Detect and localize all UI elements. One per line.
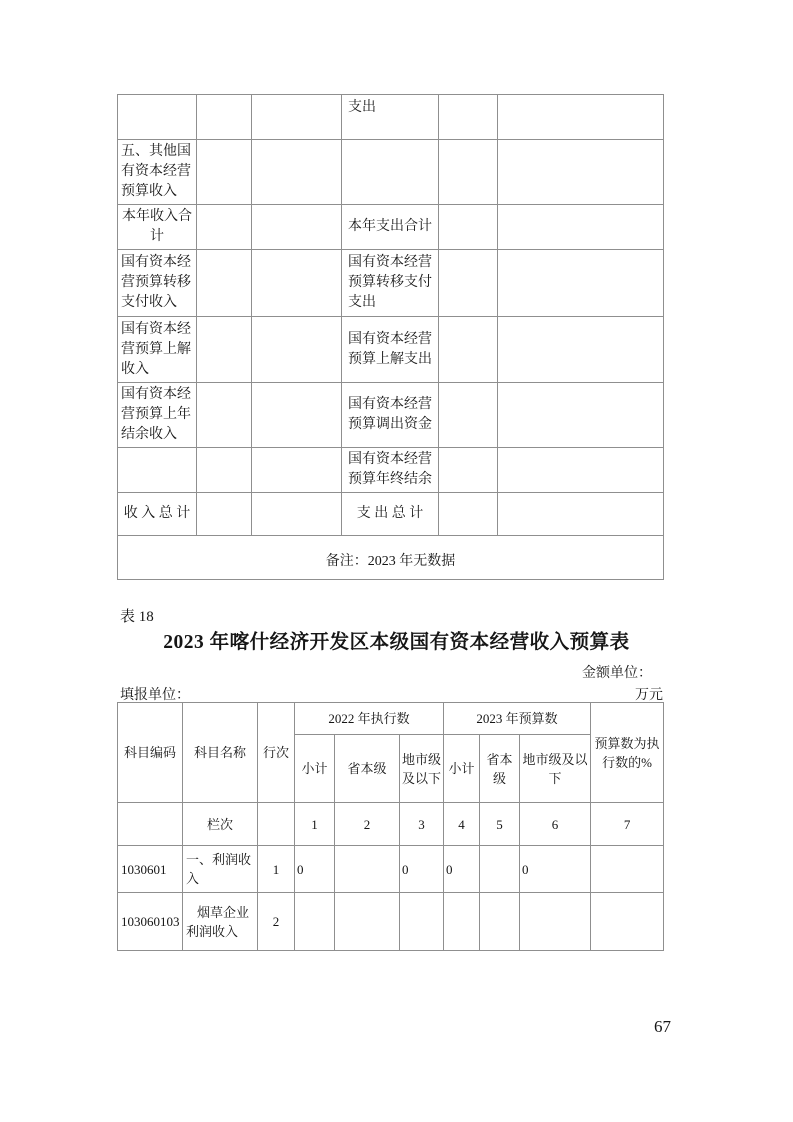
header-subtotal-2023: 小计: [444, 735, 480, 803]
income-item-cell: 国有资本经营预算上年结余收入: [118, 383, 197, 448]
column-index: 6: [520, 803, 591, 846]
header-budget-pct: 预算数为执行数的%: [591, 703, 664, 803]
subject-code-cell: 1030601: [118, 846, 183, 893]
expense-item-cell: 国有资本经营预算转移支付支出: [342, 250, 439, 317]
header-province-2023: 省本级: [480, 735, 520, 803]
income-item-cell: 本年收入合计: [118, 205, 197, 250]
income-item-cell: 国有资本经营预算上解收入: [118, 317, 197, 383]
empty-cell: [252, 250, 342, 317]
income-item-cell: [118, 95, 197, 140]
expense-item-cell: 支出: [342, 95, 439, 140]
empty-cell: [498, 205, 664, 250]
empty-cell: [252, 95, 342, 140]
column-index: 3: [400, 803, 444, 846]
column-index: 7: [591, 803, 664, 846]
income-budget-detail-table: [117, 702, 664, 951]
income-item-cell: [118, 448, 197, 493]
value-2022-city: 0: [400, 846, 444, 893]
empty-cell: [439, 317, 498, 383]
empty-cell: [498, 317, 664, 383]
table-row: [118, 893, 664, 951]
table-note-row: [118, 536, 664, 580]
table-row: [118, 383, 664, 448]
value-2022-subtotal: [295, 893, 335, 951]
empty-cell: [439, 448, 498, 493]
empty-cell: [498, 383, 664, 448]
value-2023-city: 0: [520, 846, 591, 893]
income-item-cell: 五、其他国有资本经营预算收入: [118, 140, 197, 205]
table-row: [118, 846, 664, 893]
header-city-2022: 地市级及以下: [400, 735, 444, 803]
value-2023-subtotal: 0: [444, 846, 480, 893]
empty-cell: [197, 95, 252, 140]
expense-total-cell: 支 出 总 计: [342, 493, 439, 536]
empty-cell: [197, 383, 252, 448]
reporting-unit-label: 填报单位：: [120, 688, 190, 703]
expense-item-cell: [342, 140, 439, 205]
empty-cell: [252, 205, 342, 250]
empty-cell: [439, 205, 498, 250]
column-index-label: 栏次: [183, 803, 258, 846]
value-2023-province: [480, 893, 520, 951]
empty-cell: [197, 448, 252, 493]
table-row: [118, 140, 664, 205]
empty-cell: [197, 317, 252, 383]
value-budget-pct: [591, 846, 664, 893]
table-note: 备注：2023 年无数据: [118, 536, 664, 580]
expense-item-cell: 国有资本经营预算上解支出: [342, 317, 439, 383]
empty-cell: [439, 95, 498, 140]
column-index: 5: [480, 803, 520, 846]
value-budget-pct: [591, 893, 664, 951]
header-subject-name: 科目名称: [183, 703, 258, 803]
empty-cell: [252, 493, 342, 536]
empty-cell: [252, 448, 342, 493]
empty-cell: [252, 317, 342, 383]
empty-cell: [252, 140, 342, 205]
subject-name-cell: 一、利润收入: [183, 846, 258, 893]
value-2023-province: [480, 846, 520, 893]
subject-code-cell: 103060103: [118, 893, 183, 951]
empty-cell: [498, 250, 664, 317]
empty-cell: [498, 448, 664, 493]
column-index-row: [118, 803, 664, 846]
line-no-cell: 1: [258, 846, 295, 893]
page-number: 67: [654, 1017, 671, 1036]
header-city-2023: 地市级及以下: [520, 735, 591, 803]
expense-item-cell: 国有资本经营预算调出资金: [342, 383, 439, 448]
value-2023-city: [520, 893, 591, 951]
column-index: 2: [335, 803, 400, 846]
expense-item-cell: 国有资本经营预算年终结余: [342, 448, 439, 493]
column-index: 1: [295, 803, 335, 846]
value-2022-subtotal: 0: [295, 846, 335, 893]
table-row: [118, 317, 664, 383]
table-number-label: 表 18: [120, 609, 154, 625]
value-2022-province: [335, 893, 400, 951]
header-subtotal-2022: 小计: [295, 735, 335, 803]
header-group-2022: 2022 年执行数: [295, 703, 444, 735]
table-row: [118, 250, 664, 317]
empty-cell: [197, 205, 252, 250]
amount-unit-value: 万元: [635, 688, 663, 703]
value-2023-subtotal: [444, 893, 480, 951]
budget-summary-table: [117, 94, 664, 580]
header-line-no: 行次: [258, 703, 295, 803]
value-2022-province: [335, 846, 400, 893]
empty-cell: [498, 140, 664, 205]
empty-cell: [498, 493, 664, 536]
empty-cell: [439, 140, 498, 205]
empty-cell: [258, 803, 295, 846]
empty-cell: [197, 250, 252, 317]
header-province-2022: 省本级: [335, 735, 400, 803]
expense-item-cell: 本年支出合计: [342, 205, 439, 250]
header-group-row: [118, 703, 664, 735]
empty-cell: [252, 383, 342, 448]
table-row: [118, 448, 664, 493]
subject-name-cell: 烟草企业利润收入: [183, 893, 258, 951]
empty-cell: [498, 95, 664, 140]
table-row: [118, 493, 664, 536]
amount-unit-label: 金额单位：: [582, 666, 652, 681]
table-row: [118, 205, 664, 250]
income-total-cell: 收 入 总 计: [118, 493, 197, 536]
header-subject-code: 科目编码: [118, 703, 183, 803]
empty-cell: [197, 493, 252, 536]
empty-cell: [197, 140, 252, 205]
empty-cell: [118, 803, 183, 846]
line-no-cell: 2: [258, 893, 295, 951]
income-item-cell: 国有资本经营预算转移支付收入: [118, 250, 197, 317]
column-index: 4: [444, 803, 480, 846]
empty-cell: [439, 493, 498, 536]
table-row: [118, 95, 664, 140]
empty-cell: [439, 250, 498, 317]
value-2022-city: [400, 893, 444, 951]
header-group-2023: 2023 年预算数: [444, 703, 591, 735]
empty-cell: [439, 383, 498, 448]
page-title: 2023 年喀什经济开发区本级国有资本经营收入预算表: [163, 632, 630, 653]
